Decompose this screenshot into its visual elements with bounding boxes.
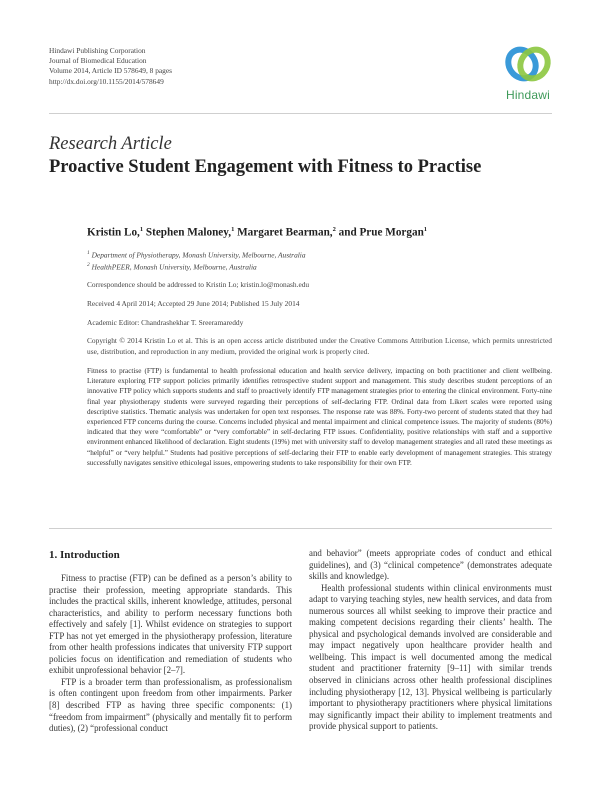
body-column-right <box>309 548 552 733</box>
affiliation-mark: 2 <box>87 262 90 268</box>
article-dates: Received 4 April 2014; Accepted 29 June 2014; Published 15 July 2014 <box>87 299 300 308</box>
header-divider <box>49 113 552 114</box>
hindawi-logo-icon <box>496 42 560 88</box>
section-heading: 1. Introduction <box>49 549 120 561</box>
body-column-left <box>49 573 292 735</box>
publisher-name: Hindawi Publishing Corporation <box>49 46 146 55</box>
author-affiliation-mark: 1 <box>423 226 428 233</box>
author-name: Stephen Maloney, <box>143 226 232 239</box>
academic-editor: Academic Editor: Chandrashekhar T. Sreeramareddy <box>87 318 244 327</box>
doi-link[interactable]: http://dx.doi.org/10.1155/2014/578649 <box>49 76 164 86</box>
author-affiliation-mark: 2 <box>332 226 336 233</box>
author-list <box>87 226 427 239</box>
correspondence: Correspondence should be addressed to Kristin Lo; kristin.lo@monash.edu <box>87 280 310 289</box>
journal-header <box>49 46 172 87</box>
abstract-divider <box>49 528 552 529</box>
journal-name: Journal of Biomedical Education <box>49 56 147 66</box>
author-affiliation-mark: 1 <box>139 226 144 233</box>
affiliation-1 <box>87 250 306 259</box>
author-name: and Prue Morgan <box>335 226 424 239</box>
paragraph: and behavior” (meets appropriate codes of conduct and ethical guidelines), and (3) “clinical competence” (demonstrates adequate skills and knowledge). <box>309 548 552 582</box>
copyright-notice: Copyright © 2014 Kristin Lo et al. This is an open access article distributed under the Creative Commons Attribution License, which permits unrestricted use, distribution, and reproduction in any medium, provided the original work is properly cited. <box>87 336 552 356</box>
hindawi-logo <box>496 42 560 108</box>
author-name: Kristin Lo, <box>87 226 140 239</box>
paragraph: Fitness to practise (FTP) can be defined as a person’s ability to practise their profession, meeting appropriate standards. This includes the practical skills, inherent knowledge, attitudes, personal characteristics, and ability to perform necessary functions both effectively and safely [1]. Whilst evidence on strategies to support FTP has not yet emerged in the physiotherapy profession, literature from other health professions indicates that university FTP support policies focus on identification and remediation of students who exhibit unprofessional behavior [2–7]. <box>49 573 292 676</box>
paragraph: Health professional students within clinical environments must adapt to varying teaching styles, new health services, and data from numerous sources all whilst seeking to improve their practice and making competent decisions regarding their clients’ health. The physical and psychological demands involved are considerable and may impact negatively upon healthcare provider health and wellbeing. This impact is well documented among the medical student and practitioner fraternity [9–11] with similar trends observed in clinicians across other health professional disciplines including physiotherapy [12, 13]. Physical wellbeing is particularly important to physiotherapy practitioners where physical limitations may significantly impact their ability to implement treatments and provide physical support to patients. <box>309 582 552 732</box>
affiliation-2 <box>87 262 257 271</box>
logo-text: Hindawi <box>505 88 551 102</box>
author-affiliation-mark: 1 <box>231 226 235 233</box>
paragraph: FTP is a broader term than professionalism, as professionalism is often contingent upon freedom from other impairments. Parker [8] described FTP as having three specific components: (1) “freedom from impairment” (physically and mentally fit to perform duties), (2) “professional conduct <box>49 676 292 734</box>
affiliation-text: HealthPEER, Monash University, Melbourne, Australia <box>89 262 257 272</box>
article-type: Research Article <box>49 134 172 154</box>
author-name: Margaret Bearman, <box>234 226 333 239</box>
abstract: Fitness to practise (FTP) is fundamental to health professional education and health service delivery, impacting on both practitioner and client wellbeing. Literature exploring FTP support policies primarily identifies retrospective student support and management. This study describes student perceptions of an innovative FTP policy which supports students and staff to proactively identify FTP management strategies prior to entering the clinical environment. Forty-nine final year physiotherapy students were surveyed regarding their perceptions of self-declaring FTP. Ordinal data from Likert scales were reported using descriptive statistics. Thematic analysis was undertaken for open text responses. The response rate was 88%. Forty-two percent of students stated that they had experienced FTP concerns during the course. Concerns included physical and mental impairment and clinical competence issues. The majority of students (80%) indicated that they were “comfortable” or “very comfortable” in self-declaring FTP issues. Confidentiality, positive relationships with staff and a supportive environment enhanced likelihood of declaration. Eight students (19%) met with university staff to develop management strategies and all rated these meetings as “helpful” or “very helpful.” Students had positive perceptions of self-declaring their FTP to enable early development of management strategies. This strategy successfully navigates sensitive ethicolegal issues, empowering students to take responsibility for their own FTP. <box>87 367 552 467</box>
affiliation-mark: 1 <box>87 250 90 256</box>
affiliation-text: Department of Physiotherapy, Monash University, Melbourne, Australia <box>89 250 306 260</box>
volume-info: Volume 2014, Article ID 578649, 8 pages <box>49 66 173 76</box>
article-title: Proactive Student Engagement with Fitness to Practise <box>49 157 482 177</box>
